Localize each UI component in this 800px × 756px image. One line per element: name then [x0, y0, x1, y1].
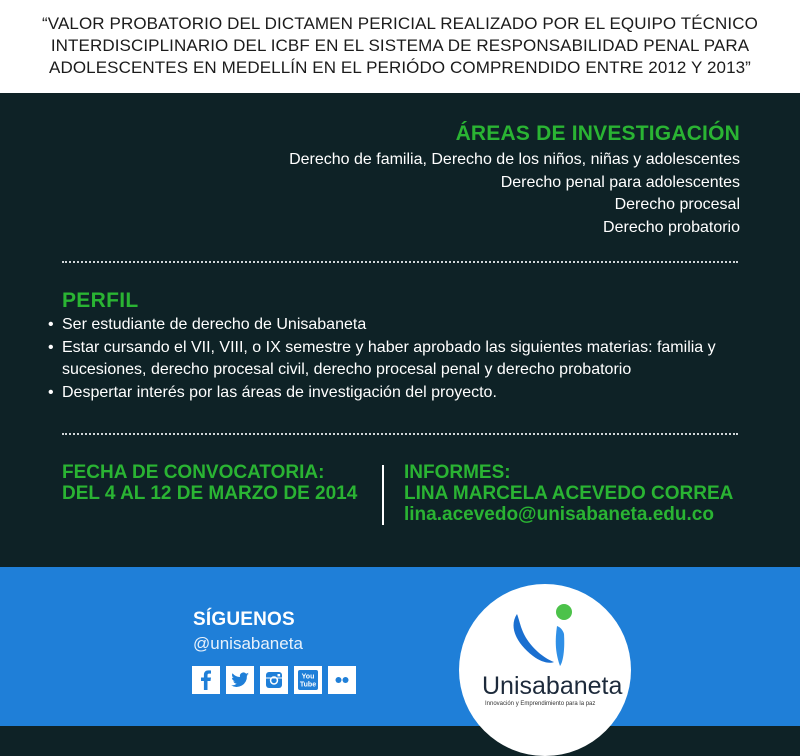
informes-block [404, 462, 733, 525]
bullet-icon: • [48, 338, 54, 356]
perfil-heading: PERFIL [62, 289, 139, 312]
fecha-label: FECHA DE CONVOCATORIA: [62, 462, 325, 483]
perfil-item-text: Despertar interés por las áreas de investigación del proyecto. [62, 383, 497, 401]
bullet-icon: • [48, 316, 54, 333]
title-line-3: ADOLESCENTES EN MEDELLÍN EN EL PERIÓDO COMPRENDIDO ENTRE 2012 Y 2013” [49, 58, 751, 77]
follow-us-label: SÍGUENOS [193, 609, 295, 630]
perfil-item [48, 337, 748, 382]
area-item: Derecho de familia, Derecho de los niños, niñas y adolescentes [289, 151, 740, 168]
perfil-item-text: Ser estudiante de derecho de Unisabaneta [62, 316, 367, 333]
perfil-list [48, 314, 748, 404]
vertical-separator [382, 465, 384, 525]
social-icons-row [192, 666, 356, 694]
flickr-icon[interactable] [328, 666, 356, 694]
area-item: Derecho penal para adolescentes [500, 173, 740, 191]
perfil-item [48, 382, 748, 405]
youtube-icon[interactable] [294, 666, 322, 694]
bullet-icon: • [48, 383, 54, 401]
logo-green-dot [556, 604, 572, 620]
logo-tagline: Innovación y Emprendimiento para la paz [485, 701, 596, 707]
instagram-icon[interactable] [260, 666, 288, 694]
youtube-text-bottom: Tube [299, 681, 317, 689]
header-banner [0, 0, 800, 93]
unisabaneta-logo [459, 584, 631, 756]
informes-label: INFORMES: [404, 462, 511, 483]
footer-bar [0, 567, 800, 726]
area-item: Derecho procesal [614, 196, 740, 213]
logo-right-stroke [556, 626, 565, 666]
logo-wordmark: Unisabaneta [482, 672, 623, 700]
logo-left-swoosh [514, 614, 554, 663]
dotted-divider [62, 261, 738, 263]
contact-name: LINA MARCELA ACEVEDO CORREA [404, 483, 734, 504]
convocatoria-dates [62, 462, 357, 504]
areas-list [289, 149, 740, 239]
areas-heading: ÁREAS DE INVESTIGACIÓN [455, 122, 740, 145]
area-item: Derecho probatorio [603, 218, 740, 236]
dotted-divider [62, 433, 738, 435]
title-line-1: “VALOR PROBATORIO DEL DICTAMEN PERICIAL REALIZADO POR EL EQUIPO TÉCNICO [42, 14, 758, 33]
logo-emblem-icon [459, 584, 631, 756]
social-handle[interactable]: @unisabaneta [193, 634, 303, 653]
contact-email-link[interactable]: lina.acevedo@unisabaneta.edu.co [404, 504, 714, 525]
title-line-2: INTERDISCIPLINARIO DEL ICBF EN EL SISTEMA DE RESPONSABILIDAD PENAL PARA [50, 36, 750, 55]
fecha-value: DEL 4 AL 12 DE MARZO DE 2014 [62, 483, 358, 504]
twitter-icon[interactable] [226, 666, 254, 694]
perfil-item [48, 314, 748, 337]
youtube-text-top: You [301, 673, 315, 681]
perfil-item-text: Estar cursando el VII, VIII, o IX semestre y haber aprobado las siguientes materias: familia y sucesiones, derecho procesal civil, derecho procesal penal y derecho probatorio [62, 338, 716, 378]
facebook-icon[interactable] [192, 666, 220, 694]
document-title [30, 13, 770, 79]
